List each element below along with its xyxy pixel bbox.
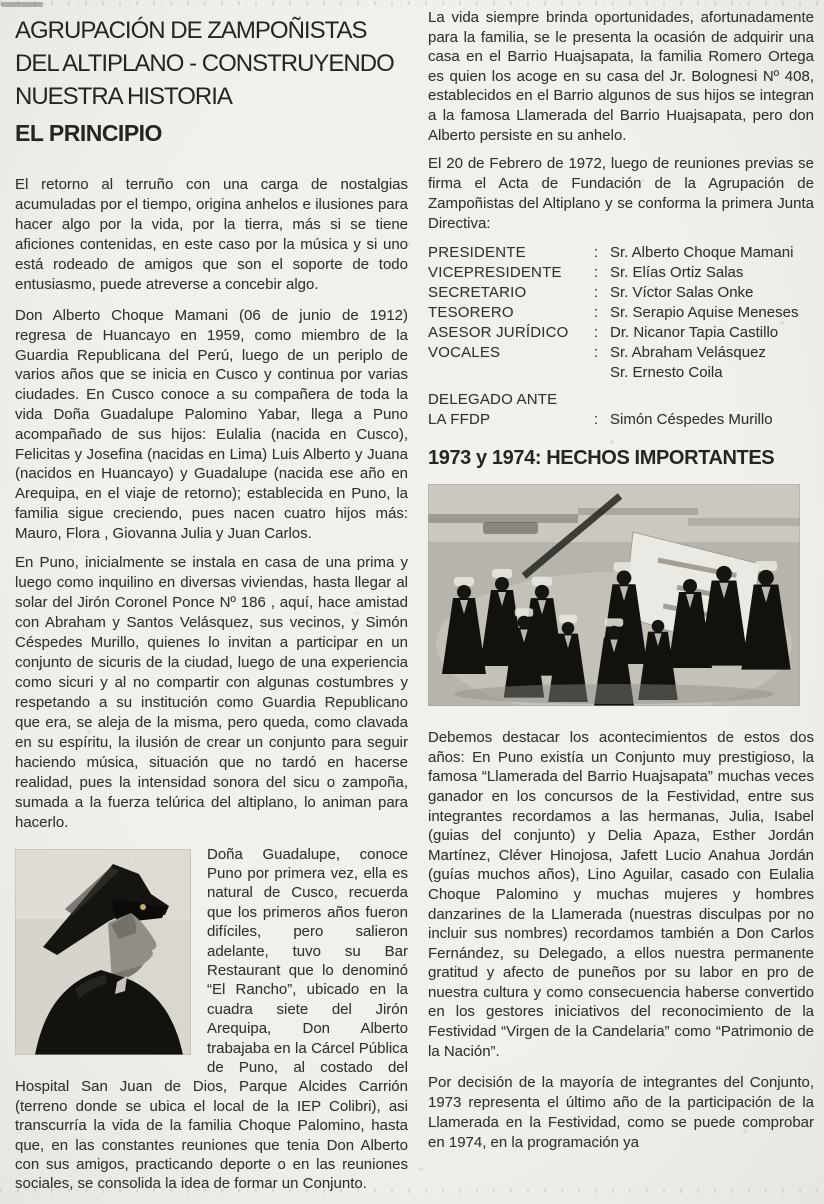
paragraph-guadalupe [15, 845, 408, 1194]
junta-directiva-list [428, 243, 814, 430]
paragraph-don-alberto: Don Alberto Choque Mamani (06 de junio de 1912) regresa de Huancayo en 1959, como miembro de la Guardia Republicana del Perú, luego de un periplo de varios años que se inicia en Cusco y continua por varias ciudades. En Cusco conoce a su compañera de toda la vida Doña Guadalupe Palomino Yabar, llega a Puno acompañado de sus hijos: Eulalia (nacida en Cusco), Felicitas y Josefina (nacidas en Lima) Luis Alberto y Juana (nacidos en Huancayo) y Guadalupe (nacida ese año en Arequipa, en el viaje de retorno); establecida en Puno, la familia sigue creciendo, pues nacen cuatro hijos más: Mauro, Flora , Giovanna Julia y Juan Carlos. [15, 307, 408, 542]
paragraph-en-puno: En Puno, inicialmente se instala en casa de una prima y luego como inquilino en diversas viviendas, hasta llegar al solar del Jirón Coronel Ponce Nº 186 , aquí, hace amistad con Abraham y Santos Velásquez, sus vecinos, y Simón Céspedes Murillo, quienes lo invitan a participar en un conjunto de sicuris de la ciudad, luego de una experiencia como sicuri y al no compartir con algunas costumbres y respetando a su institución como Guardia Republicano que era, se aleja de la misma, pero queda, como clavada en su espíritu, la ilusión de crear un conjunto para seguir haciendo música, situación que no tardó en hacerse realidad, pues la intensidad sonora del sicu o zampoña, sumada a la fuerza telúrica del altiplano, lo animan para hacerlo. [15, 553, 408, 831]
paragraph-acta-fundacion: El 20 de Febrero de 1972, luego de reuniones previas se firma el Acta de Fundación de la Agrupación de Zampoñistas del Altiplano y se conforma la primera Junta Directiva: [428, 155, 814, 233]
paragraph-la-vida: La vida siempre brinda oportunidades, afortunadamente para la familia, se le presenta la ocasión de adquirir una casa en el Barrio Huajsapata, la familia Romero Ortega es quien los acoge en su casa del Jr. Bolognesi Nº 408, establecidos en el Barrio algunos de sus hijos se integran a la famosa Llamerada del Barrio Huajsapata, pero don Alberto persiste en su anhelo. [428, 9, 814, 144]
junta-row-vocales-2: Sr. Ernesto Coila [610, 364, 723, 382]
paragraph-debemos: Debemos destacar los acontecimientos de estos dos años: En Puno existía un Conjunto muy prestigioso, la famosa “Llamerada del Barrio Huajsapata” muchas veces ganador en los concursos de la Festividad, entre sus integrantes recordamos a las hermanas, Julia, Isabel (guias del conjunto) y Delia Apaza, Esther Jordán Martínez, Cléver Hinojosa, Jafett Lucio Anahua Jordán (guías muchos años), Lino Aguilar, casado con Eulalia Choque Palomino y muchas mujeres y hombres danzarines de la Llamerada (nuestras disculpas por no incluir sus nombres) recordamos también a Don Carlos Fernández, su Delegado, a ellos nuestra permanente gratitud y afecto de puneños por su labor en pro de nuestra cultura y como consecuencia haberse convertido en los gestores iniciativos del reconocimiento de la Festividad “Virgen de la Candelaria” como “Patrimonio de la Nación”. [428, 729, 814, 1060]
section-heading-hechos: 1973 y 1974: HECHOS IMPORTANTES [428, 447, 775, 470]
llamerada-group-photo [428, 484, 800, 706]
junta-row-asesor-juridico: ASESOR JURÍDICO : Dr. Nicanor Tapia Castillo [428, 324, 779, 342]
left-column [15, 14, 408, 1194]
paragraph-guadalupe-text: Doña Guadalupe, conoce Puno por primera vez, ella es natural de Cusco, recuerda que los primeros años fueron difíciles, pero salieron adelante, tuvo su Bar Restaurant que lo denominó “El Rancho”, ubicado en la cuadra siete del Jirón Arequipa, Don Alberto trabajaba en la Cárcel Pública de Puno, al costado del Hospital San Juan de Dios, Parque Alcides Carrión (terreno donde se ubica el local de la IEP Colibri), asi transcurría la vida de la familia Choque Palomino, hasta que, en las constantes reuniones que tenia Don Alberto con sus amigos, practicando deporte o en las reuniones sociales, se consolida la idea de formar un Conjunto. [15, 845, 408, 1193]
paragraph-por-decision: Por decisión de la mayoría de integrantes del Conjunto, 1973 representa el último año de la participación de la Llamerada en la Festividad, como se puede comprobar en 1974, en la programación ya [428, 1074, 814, 1152]
junta-row-vocales: VOCALES : Sr. Abraham Velásquez [428, 344, 766, 362]
junta-row-delegado-2: LA FFDP : Simón Céspedes Murillo [428, 411, 773, 429]
scan-artifact-blob [1, 2, 43, 7]
article-title [15, 14, 408, 113]
right-column [428, 8, 814, 1153]
paragraph-intro: El retorno al terruño con una carga de nostalgias acumuladas por el tiempo, origina anhelos e ilusiones para hacer algo por la vida, por la tierra, más si se tiene aficiones contenidas, en este caso por la música y si uno está rodeado de amigos que son el soporte de todo entusiasmo, puede atreverse a concebir algo. [15, 176, 408, 293]
junta-row-delegado-1: DELEGADO ANTE [428, 391, 558, 409]
junta-row-vicepresidente: VICEPRESIDENTE : Sr. Elías Ortiz Salas [428, 264, 744, 282]
article-title-line-3: NUESTRA HISTORIA [15, 83, 232, 110]
scan-artifact-top [0, 1, 824, 5]
junta-row-secretario: SECRETARIO : Sr. Víctor Salas Onke [428, 284, 754, 302]
article-title-line-1: AGRUPACIÓN DE ZAMPOÑISTAS [15, 17, 367, 44]
alberto-portrait-photo [15, 849, 191, 1055]
section-heading-el-principio: EL PRINCIPIO [15, 120, 162, 146]
junta-row-presidente: PRESIDENTE : Sr. Alberto Choque Mamani [428, 244, 794, 262]
article-title-line-2: DEL ALTIPLANO - CONSTRUYENDO [15, 50, 394, 77]
junta-row-tesorero: TESORERO : Sr. Serapio Aquise Meneses [428, 304, 799, 322]
